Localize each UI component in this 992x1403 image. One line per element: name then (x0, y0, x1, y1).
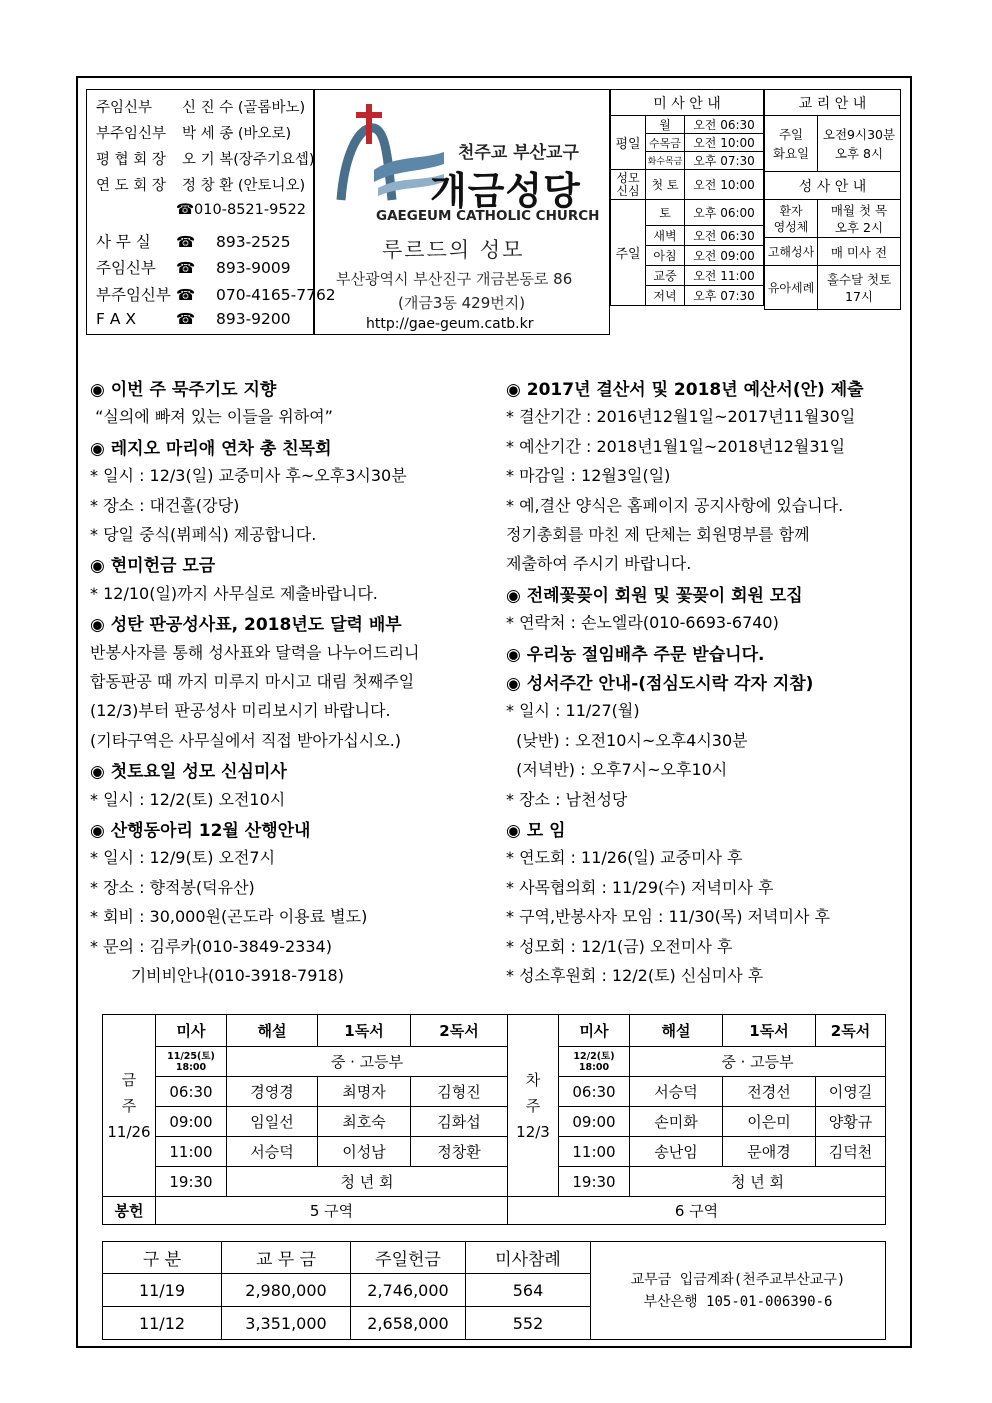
announcement-line: 기비비안나(010-3918-7918) (90, 966, 344, 985)
duty-person: 경영경 (227, 1077, 318, 1107)
mass-time: 11:00 (156, 1137, 227, 1167)
section-heading: ◉ 우리농 절임배추 주문 받습니다. (506, 644, 765, 665)
mass-time: 09:00 (559, 1107, 630, 1137)
sacrament-value: 매 미사 전 (818, 238, 901, 266)
sacrament-value: 매월 첫 목 오후 2시 (818, 200, 901, 238)
duty-person: 김화섭 (411, 1107, 508, 1137)
schedule-day: 저녁 (646, 286, 685, 306)
duty-person: 양황규 (816, 1107, 886, 1137)
mass-time: 11/25(토) 18:00 (156, 1047, 227, 1077)
mass-time: 06:30 (559, 1077, 630, 1107)
staff-role: 부주임신부 (96, 126, 167, 142)
weekday-label: 평일 (611, 116, 646, 170)
announcement-line: * 장소 : 향적봉(덕유산) (90, 877, 255, 897)
announcement-line: “실의에 빠져 있는 이들을 위하여” (90, 407, 333, 427)
duty-group: 중 · 고등부 (630, 1047, 886, 1077)
phone-icon: ☎ (176, 310, 196, 328)
schedule-day: 토 (646, 200, 685, 226)
marian-label: 성모 신심 (611, 170, 646, 200)
schedule-day: 교중 (646, 266, 685, 286)
staff-row (96, 96, 305, 117)
duty-person: 전경선 (723, 1077, 816, 1107)
section-heading: ◉ 모 임 (506, 821, 566, 841)
mass-time: 11:00 (559, 1137, 630, 1167)
duty-group: 청 년 회 (227, 1167, 508, 1197)
sunday-label: 주일 (611, 200, 646, 306)
staff-name: 박 세 종 (바오로) (182, 126, 292, 142)
contact-label: F A X (96, 310, 136, 328)
announcement-line: * 일시 : 12/9(토) 오전7시 (90, 848, 276, 868)
catechism-table (764, 89, 901, 310)
duty-person: 송난임 (630, 1137, 723, 1167)
church-address: 부산광역시 부산진구 개금본동로 86 (336, 270, 573, 288)
offering-district: 5 구역 (156, 1197, 508, 1225)
sacrament-label: 고해성사 (765, 238, 818, 266)
finance-table (102, 1241, 886, 1340)
announcement-line: * 연락처 : 손노엘라(010-6693-6740) (506, 613, 779, 633)
duty-person: 최호숙 (318, 1107, 411, 1137)
announcement-line: 제출하여 주시기 바랍니다. (506, 554, 692, 574)
announcement-line: * 장소 : 남천성당 (506, 789, 628, 809)
duty-person: 서승덕 (227, 1137, 318, 1167)
account-number: 부산은행 105-01-006390-6 (643, 1293, 833, 1310)
col-header: 교 무 금 (222, 1242, 351, 1274)
staff-role: 평 협 회 장 (96, 152, 166, 168)
duty-person: 정창환 (411, 1137, 508, 1167)
phone-icon: ☎ (176, 286, 196, 304)
announcement-line: * 예산기간 : 2018년1월1일~2018년12월31일 (506, 436, 846, 456)
announcement-line: (기타구역은 사무실에서 직접 받아가십시오.) (90, 730, 402, 750)
schedule-day: 화수목금 (646, 152, 685, 170)
finance-count: 552 (466, 1307, 591, 1340)
schedule-day: 새벽 (646, 226, 685, 246)
schedule-time: 오전 09:00 (685, 246, 764, 266)
announcement-line: * 일시 : 12/3(일) 교중미사 후~오후3시30분 (90, 466, 407, 486)
church-name: 개금성당 (430, 169, 581, 213)
announcement-line: * 당일 중식(뷔페식) 제공합니다. (90, 525, 317, 544)
announcement-line: * 장소 : 대건홀(강당) (90, 495, 240, 515)
mass-time: 19:30 (559, 1167, 630, 1197)
schedule-time: 오후 06:00 (685, 200, 764, 226)
finance-date: 11/12 (103, 1307, 222, 1340)
contact-number: 070-4165-7762 (216, 286, 336, 304)
announcement-line: * 연도회 : 11/26(일) 교중미사 후 (506, 848, 743, 868)
col-header: 1독서 (318, 1015, 411, 1047)
church-english-name: GAEGEUM CATHOLIC CHURCH (376, 208, 600, 224)
duty-person: 김형진 (411, 1077, 508, 1107)
finance-amount: 2,658,000 (351, 1307, 466, 1340)
col-header: 미사 (559, 1015, 630, 1047)
staff-name: 신 진 수 (골롬바노) (182, 100, 306, 116)
mass-schedule-table (610, 89, 764, 306)
schedule-time: 오전 11:00 (685, 266, 764, 286)
duty-person: 임일선 (227, 1107, 318, 1137)
announcement-line: * 사목협의회 : 11/29(수) 저녁미사 후 (506, 877, 774, 897)
staff-name: 오 기 복(장주기요셉) (182, 152, 315, 168)
duty-group: 중 · 고등부 (227, 1047, 508, 1077)
section-heading: ◉ 성탄 판공성사표, 2018년도 달력 배부 (90, 615, 402, 636)
announcement-line: * 성모회 : 12/1(금) 오전미사 후 (506, 936, 733, 956)
extra-phone: ☎010-8521-9522 (176, 202, 307, 218)
next-week-label: 차 주 12/3 (508, 1015, 559, 1197)
contact-number: 893-9009 (216, 259, 291, 277)
col-header: 2독서 (816, 1015, 886, 1047)
section-heading: ◉ 레지오 마리애 연차 총 친목회 (90, 438, 332, 459)
announcement-line: 반봉사자를 통해 성사표와 달력을 나누어드리니 (90, 642, 420, 662)
mass-time: 19:30 (156, 1167, 227, 1197)
duty-person: 김덕천 (816, 1137, 886, 1167)
announcement-line: * 구역,반봉사자 모임 : 11/30(목) 저녁미사 후 (506, 907, 830, 927)
announcement-line: * 일시 : 12/2(토) 오전10시 (90, 789, 286, 809)
phone-icon: ☎ (176, 233, 196, 251)
account-info (591, 1242, 886, 1340)
offering-label: 봉헌 (103, 1197, 156, 1225)
offering-district: 6 구역 (508, 1197, 886, 1225)
announcement-line: * 결산기간 : 2016년12월1일~2017년11월30일 (506, 407, 856, 427)
col-header: 해설 (227, 1015, 318, 1047)
announcement-line: * 마감일 : 12월3일(일) (506, 466, 671, 486)
contact-number: 893-2525 (216, 233, 291, 251)
staff-row (96, 174, 305, 195)
schedule-time: 오후 07:30 (685, 152, 764, 170)
staff-role: 연 도 회 장 (96, 178, 166, 194)
sacrament-label: 환자 영성체 (765, 200, 818, 238)
announcement-line: 정기총회를 마친 제 단체는 회원명부를 함께 (506, 525, 810, 544)
this-week-label: 금 주 11/26 (103, 1015, 156, 1197)
finance-amount: 2,980,000 (222, 1274, 351, 1307)
staff-role: 주임신부 (96, 100, 153, 116)
mass-time: 12/2(토) 18:00 (559, 1047, 630, 1077)
announcement-line: * 일시 : 11/27(월) (506, 701, 640, 721)
account-title: 교무금 입금계좌(천주교부산교구) (630, 1271, 846, 1288)
staff-row (96, 122, 291, 143)
duty-person: 이영길 (816, 1077, 886, 1107)
catechism-day: 주일 화요일 (765, 116, 818, 172)
announcement-line: (12/3)부터 판공성사 미리보시기 바랍니다. (90, 701, 391, 721)
section-heading: ◉ 산행동아리 12월 산행안내 (90, 821, 311, 841)
sacrament-label: 유아세례 (765, 266, 818, 310)
schedule-day: 월 (646, 116, 685, 134)
announcement-line: (저녁반) : 오후7시~오후10시 (506, 760, 728, 780)
mass-time: 09:00 (156, 1107, 227, 1137)
col-header: 2독서 (411, 1015, 508, 1047)
announcement-line: * 문의 : 김루카(010-3849-2334) (90, 936, 332, 956)
mass-schedule-title: 미 사 안 내 (611, 90, 764, 116)
announcement-line: 합동판공 때 까지 미루지 마시고 대림 첫째주일 (90, 672, 415, 691)
church-logo-icon (326, 100, 446, 210)
finance-date: 11/19 (103, 1274, 222, 1307)
contact-row (96, 230, 291, 252)
contact-row (96, 256, 291, 278)
announcement-line: * 12/10(일)까지 사무실로 제출바랍니다. (90, 583, 378, 603)
col-header: 주일헌금 (351, 1242, 466, 1274)
section-heading: ◉ 2017년 결산서 및 2018년 예산서(안) 제출 (506, 380, 864, 400)
church-address-detail: (개금3동 429번지) (398, 294, 526, 312)
col-header: 미사참례 (466, 1242, 591, 1274)
schedule-time: 오후 07:30 (685, 286, 764, 306)
finance-amount: 2,746,000 (351, 1274, 466, 1307)
duty-group: 청 년 회 (630, 1167, 886, 1197)
finance-amount: 3,351,000 (222, 1307, 351, 1340)
section-heading: ◉ 전례꽃꽂이 회원 및 꽃꽂이 회원 모집 (506, 585, 803, 606)
col-header: 미사 (156, 1015, 227, 1047)
schedule-time: 오전 06:30 (685, 116, 764, 134)
sacrament-title: 성 사 안 내 (765, 172, 901, 200)
duty-person: 이은미 (723, 1107, 816, 1137)
patron-saint: 루르드의 성모 (382, 238, 525, 262)
schedule-time: 오전 06:30 (685, 226, 764, 246)
section-heading: ◉ 첫토요일 성모 신심미사 (90, 762, 287, 783)
announcement-line: * 회비 : 30,000원(곤도라 이용료 별도) (90, 907, 368, 927)
liturgy-duty-table (102, 1014, 886, 1225)
section-heading: ◉ 현미헌금 모금 (90, 556, 216, 577)
contact-label: 부주임신부 (96, 286, 171, 304)
staff-name: 정 창 환 (안토니오) (182, 178, 306, 194)
schedule-day: 첫 토 (646, 170, 685, 200)
col-header: 해설 (630, 1015, 723, 1047)
duty-person: 서승덕 (630, 1077, 723, 1107)
church-website-link[interactable]: http://gae-geum.catb.kr (366, 316, 534, 332)
phone-icon: ☎ (176, 259, 196, 277)
duty-person: 이성남 (318, 1137, 411, 1167)
schedule-time: 오전 10:00 (685, 134, 764, 152)
contact-row (96, 283, 336, 305)
duty-person: 최명자 (318, 1077, 411, 1107)
contact-number: 893-9200 (216, 310, 291, 328)
col-header: 1독서 (723, 1015, 816, 1047)
contact-row (96, 310, 291, 328)
section-heading: ◉ 이번 주 묵주기도 지향 (90, 380, 277, 400)
catechism-title: 교 리 안 내 (765, 90, 901, 116)
schedule-day: 아침 (646, 246, 685, 266)
contact-label: 주임신부 (96, 259, 156, 277)
finance-count: 564 (466, 1274, 591, 1307)
mass-time: 06:30 (156, 1077, 227, 1107)
section-heading: ◉ 성서주간 안내-(점심도시락 각자 지참) (506, 674, 814, 694)
diocese-name: 천주교 부산교구 (458, 143, 579, 163)
col-header: 구 분 (103, 1242, 222, 1274)
sacrament-value: 홀수달 첫토 17시 (818, 266, 901, 310)
duty-person: 손미화 (630, 1107, 723, 1137)
announcement-line: (낮반) : 오전10시~오후4시30분 (506, 730, 748, 750)
announcement-line: * 예,결산 양식은 홈페이지 공지사항에 있습니다. (506, 495, 844, 515)
catechism-time: 오전9시30분 오후 8시 (818, 116, 901, 172)
contact-label: 사 무 실 (96, 233, 151, 251)
staff-row (96, 148, 315, 169)
duty-person: 문애경 (723, 1137, 816, 1167)
announcement-line: * 성소후원회 : 12/2(토) 신심미사 후 (506, 966, 764, 985)
schedule-time: 오전 10:00 (685, 170, 764, 200)
schedule-day: 수목금 (646, 134, 685, 152)
